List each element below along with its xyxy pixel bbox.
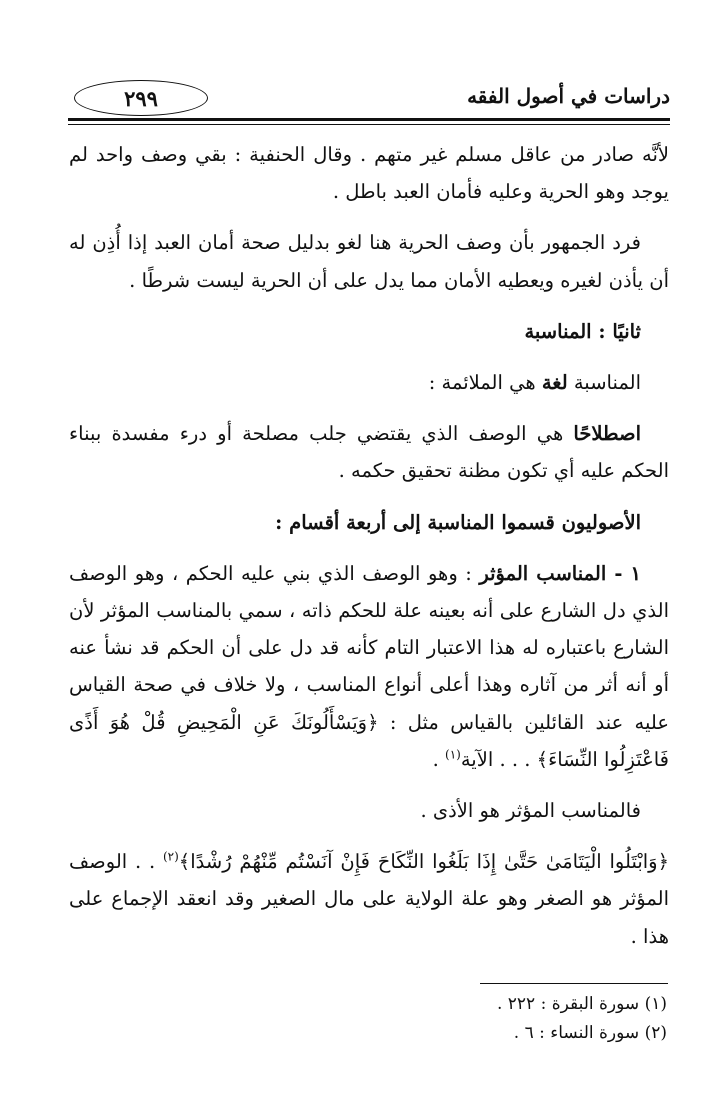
body-text [69,136,669,955]
quran-quote-1a: ﴿وَيَسْأَلُونَكَ عَنِ الْمَحِيضِ قُلْ [141,710,379,734]
p5-line-5: صحة القياس عليه عند القائلين بالقياس مثل : [69,673,669,734]
p3-text-a: المناسبة [567,371,641,395]
p5-bold-term: ١ - المناسب المؤثر [479,561,641,585]
header-rule-thick [68,118,670,121]
p2-line-1: فرد الجمهور بأن وصف الحرية هنا لغو بدليل صحة أمان العبد إذا أُذِن [92,231,641,255]
footnote-1: (١) سورة البقرة : ٢٢٢ . [496,994,667,1014]
paragraph-7 [69,843,669,955]
quran-quote-1b: هُوَ أَذًى فَاعْتَزِلُوا النِّسَاءَ﴾ [69,710,669,771]
header-rule-thin [68,124,670,125]
p3-bold-term: لغة [541,371,568,395]
footnote-separator [480,983,668,984]
paragraph-3 [69,364,669,401]
page-number-oval [74,80,208,116]
p5-line-6: . . . الآية [460,747,537,771]
p3-text-c: هي الملائمة : [428,371,542,395]
footnote-ref-1[interactable]: (١) [445,747,461,762]
section-heading-munasaba: ثانيًا : المناسبة [524,319,641,343]
footnote-ref-2[interactable]: (٢) [162,849,179,864]
p7-line-1: . . الوصف المؤثر [69,850,669,911]
paragraph-1 [69,136,669,210]
p4-line-2: الحكم عليه أي تكون مظنة تحقيق حكمه . [338,459,669,483]
section-heading-divisions: الأصوليون قسموا المناسبة إلى أربعة أقسام : [275,510,641,534]
p5-line-2: الوصف الذي دل الشارع على أنه بعينه علة للحكم ذاته ، سمي بالمناسب [69,561,669,623]
paragraph-2 [69,224,669,298]
footnotes [67,990,667,1048]
paragraph-5: ١ - المناسب المؤثر : وهو الوصف الذي بني عليه الحكم ، وهو الوصف الذي دل الشارع على أنه بعينه علة للحكم ذاته ، سمي بالمناسب المؤثر لأن الشارع باعتباره له هذا الاعتبار التام كأنه قد دل على أن الحكم قد نشأ عنه أو أنه أثر من آثاره وهذا أعلى أنواع المناسب ، ولا خلاف في صحة القياس عليه عند القائلين بالقياس مثل : ﴿وَيَسْأَلُونَكَ عَنِ الْمَحِيضِ قُلْ هُوَ أَذًى فَاعْتَزِلُوا النِّسَاءَ﴾ . . . الآية$^{(١)}$ . [69,561,669,771]
p4-bold-term: اصطلاحًا [573,422,641,446]
p7-line-2: هو الصغر وهو علة الولاية على مال الصغير وقد انعقد الإجماع على هذا . [69,887,669,948]
page-number: ٢٩٩ [124,85,158,111]
quran-quote-2: ﴿وَابْتَلُوا الْيَتَامَىٰ حَتَّىٰ إِذَا بَلَغُوا النِّكَاحَ فَإِنْ آنَسْتُم مِّنْهُمْ رُشْدًا﴾ [178,850,670,874]
p5-line-1: : وهو الوصف الذي بني عليه الحكم ، وهو [134,561,480,585]
p5-line-3: المؤثر لأن الشارع باعتباره له هذا الاعتبار التام كأنه قد دل على أن الحكم [69,599,669,660]
p1-line-2: يوجد وهو الحرية وعليه فأمان العبد باطل . [332,180,669,204]
paragraph-6: فالمناسب المؤثر هو الأذى . [420,799,641,823]
p1-line-1: لأنَّه صادر من عاقل مسلم غير متهم . وقال الحنفية : بقي وصف واحد لم [69,143,669,166]
page-header [60,74,670,122]
paragraph-4 [69,415,669,489]
footnote-2: (٢) سورة النساء : ٦ . [513,1023,667,1043]
p2-line-2: له أن يأذن لغيره ويعطيه الأمان مما يدل على أن الحرية ليست شرطًا . [69,231,669,292]
p5-line-4: قد نشأ عنه أو أنه أثر من آثاره وهذا أعلى أنواع المناسب ، ولا خلاف في [69,636,669,697]
p4-line-1: هي الوصف الذي يقتضي جلب مصلحة أو درء مفسدة ببناء [69,422,574,446]
running-title: دراسات في أصول الفقه [467,84,670,108]
